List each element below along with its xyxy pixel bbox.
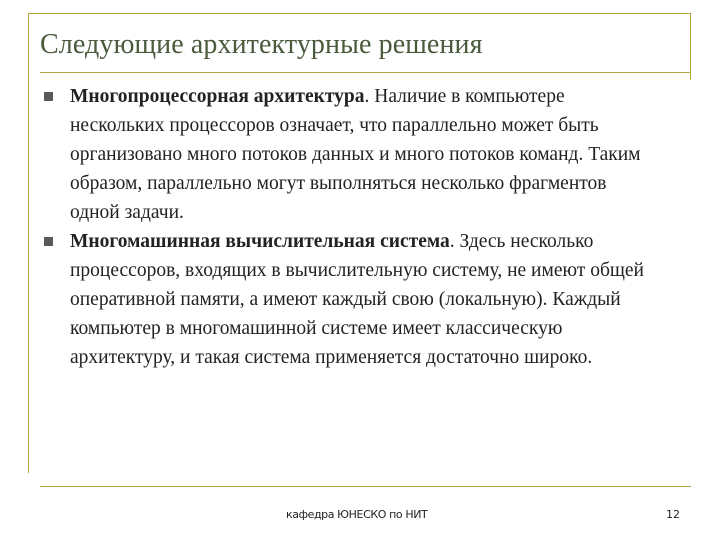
slide-frame-top-border	[28, 13, 691, 14]
bullet-term: Многомашинная вычислительная система	[70, 231, 450, 252]
slide-title: Следующие архитектурные решения	[40, 29, 483, 60]
bullet-item-multimachine	[40, 227, 660, 372]
title-underline	[40, 72, 691, 73]
square-bullet-icon	[44, 237, 53, 246]
bullet-term: Многопроцессорная архитектура	[70, 86, 365, 107]
slide-frame-right-border	[690, 13, 691, 80]
page-number: 12	[666, 508, 680, 521]
footer-department-label: кафедра ЮНЕСКО по НИТ	[286, 508, 428, 521]
bullet-text: . Наличие в компьютере нескольких процессоров означает, что параллельно может быть организовано много потоков данных и много потоков команд. Таким образом, параллельно могут выполняться несколько фрагментов одной задачи.	[70, 86, 641, 223]
footer-divider	[40, 486, 691, 487]
slide-frame-left-border	[28, 13, 29, 473]
square-bullet-icon	[44, 92, 53, 101]
bullet-list	[40, 82, 660, 372]
bullet-item-multiprocessor	[40, 82, 660, 227]
bullet-text: . Здесь несколько процессоров, входящих в вычислительную систему, не имеют общей оперативной памяти, а имеют каждый свою (локальную). Каждый компьютер в многомашинной системе имеет классическую архитектуру, и такая система применяется достаточно широко.	[70, 231, 644, 368]
